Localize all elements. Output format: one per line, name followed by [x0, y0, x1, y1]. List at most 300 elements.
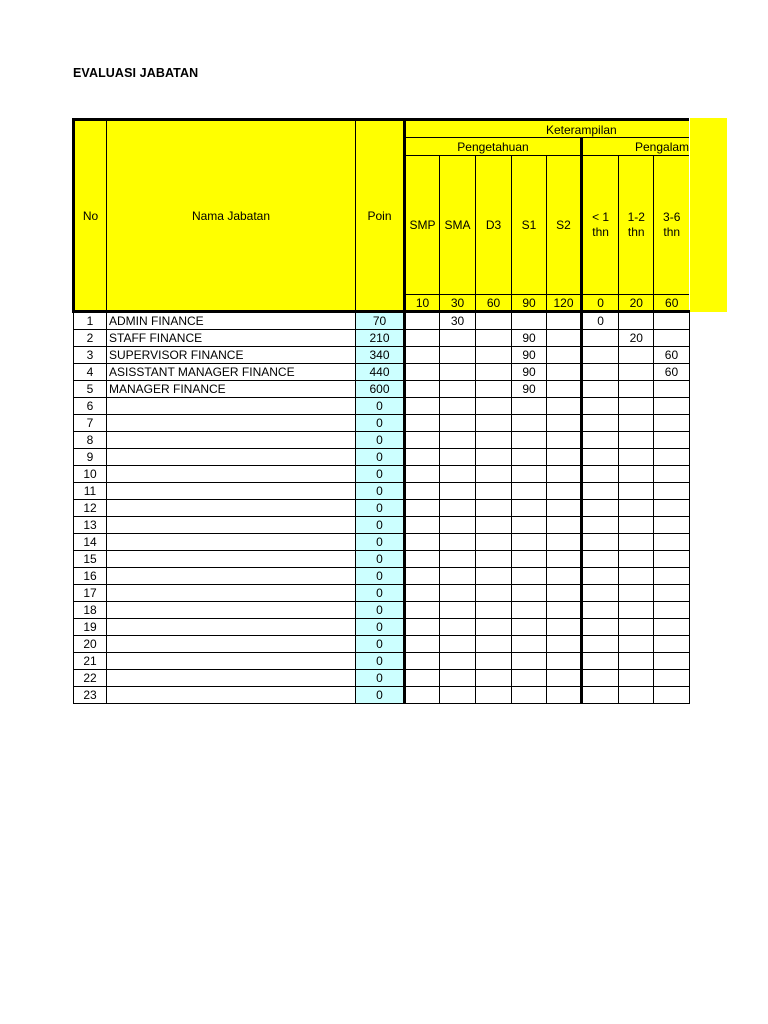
row-cell-1-2-thn[interactable] — [619, 636, 654, 653]
row-cell-3-6-thn[interactable] — [654, 449, 689, 466]
table-row — [74, 500, 690, 517]
row-cell-1-2-thn[interactable] — [619, 364, 654, 381]
row-cell-smp[interactable] — [405, 500, 440, 517]
row-cell-1-2-thn[interactable] — [619, 585, 654, 602]
row-nama-jabatan[interactable] — [107, 449, 356, 466]
row-cell-3-6-thn[interactable] — [654, 466, 689, 483]
row-cell-s1[interactable] — [512, 568, 547, 585]
row-cell-s1[interactable] — [512, 466, 547, 483]
row-cell-s2[interactable] — [547, 653, 582, 670]
row-cell-sma[interactable] — [440, 653, 476, 670]
row-cell-smp[interactable] — [405, 619, 440, 636]
row-cell-1-thn[interactable] — [582, 585, 619, 602]
row-cell-d3[interactable] — [476, 585, 512, 602]
row-cell-d3[interactable] — [476, 415, 512, 432]
row-cell-d3[interactable] — [476, 636, 512, 653]
row-cell-3-6-thn[interactable] — [654, 517, 689, 534]
table-row — [74, 534, 690, 551]
table-row — [74, 636, 690, 653]
row-cell-s2[interactable] — [547, 500, 582, 517]
table-row — [74, 398, 690, 415]
row-poin[interactable]: 0 — [356, 687, 405, 704]
row-no: 14 — [74, 534, 107, 551]
row-cell-smp[interactable] — [405, 415, 440, 432]
row-cell-smp[interactable] — [405, 312, 440, 330]
row-no: 3 — [74, 347, 107, 364]
row-poin[interactable]: 0 — [356, 398, 405, 415]
table-row — [74, 602, 690, 619]
row-cell-1-2-thn[interactable] — [619, 687, 654, 704]
row-cell-s1[interactable] — [512, 653, 547, 670]
row-cell-s1[interactable]: 90 — [512, 381, 547, 398]
row-cell-s1[interactable] — [512, 312, 547, 330]
row-cell-s2[interactable] — [547, 568, 582, 585]
row-cell-s2[interactable] — [547, 483, 582, 500]
row-cell-1-thn[interactable] — [582, 619, 619, 636]
row-cell-s2[interactable] — [547, 534, 582, 551]
header-weight-7: 60 — [654, 295, 689, 312]
header-weight-2: 60 — [476, 295, 512, 312]
row-poin[interactable]: 0 — [356, 670, 405, 687]
row-poin[interactable]: 0 — [356, 568, 405, 585]
row-cell-1-2-thn[interactable] — [619, 551, 654, 568]
row-nama-jabatan[interactable] — [107, 636, 356, 653]
row-cell-1-2-thn[interactable] — [619, 398, 654, 415]
row-cell-d3[interactable] — [476, 364, 512, 381]
row-cell-s2[interactable] — [547, 687, 582, 704]
row-cell-1-2-thn[interactable] — [619, 534, 654, 551]
row-cell-s1[interactable] — [512, 415, 547, 432]
row-poin[interactable]: 210 — [356, 330, 405, 347]
row-cell-smp[interactable] — [405, 432, 440, 449]
row-cell-sma[interactable]: 30 — [440, 312, 476, 330]
row-nama-jabatan[interactable]: STAFF FINANCE — [107, 330, 356, 347]
row-cell-3-6-thn[interactable] — [654, 551, 689, 568]
row-cell-smp[interactable] — [405, 636, 440, 653]
row-cell-d3[interactable] — [476, 449, 512, 466]
row-cell-s1[interactable] — [512, 483, 547, 500]
header-weight-3: 90 — [512, 295, 547, 312]
table-row — [74, 347, 690, 364]
row-cell-smp[interactable] — [405, 568, 440, 585]
row-poin[interactable]: 0 — [356, 432, 405, 449]
table-row — [74, 653, 690, 670]
row-cell-d3[interactable] — [476, 653, 512, 670]
row-cell-1-thn[interactable] — [582, 653, 619, 670]
header-sub-2: D3 — [476, 156, 512, 295]
row-cell-sma[interactable] — [440, 381, 476, 398]
row-cell-s2[interactable] — [547, 466, 582, 483]
row-cell-s1[interactable]: 90 — [512, 330, 547, 347]
row-no: 21 — [74, 653, 107, 670]
row-no: 9 — [74, 449, 107, 466]
row-cell-1-thn[interactable] — [582, 500, 619, 517]
header-weight-6: 20 — [619, 295, 654, 312]
header-keterampilan — [405, 120, 690, 138]
row-nama-jabatan[interactable] — [107, 534, 356, 551]
row-nama-jabatan[interactable] — [107, 517, 356, 534]
row-cell-d3[interactable] — [476, 330, 512, 347]
table-row — [74, 415, 690, 432]
table-row — [74, 568, 690, 585]
row-cell-s1[interactable] — [512, 398, 547, 415]
row-poin[interactable]: 0 — [356, 602, 405, 619]
row-poin[interactable]: 0 — [356, 534, 405, 551]
row-poin[interactable]: 0 — [356, 619, 405, 636]
row-cell-d3[interactable] — [476, 619, 512, 636]
row-cell-3-6-thn[interactable] — [654, 381, 689, 398]
row-cell-smp[interactable] — [405, 517, 440, 534]
row-cell-3-6-thn[interactable] — [654, 687, 689, 704]
row-nama-jabatan[interactable] — [107, 602, 356, 619]
row-cell-smp[interactable] — [405, 449, 440, 466]
row-cell-1-thn[interactable] — [582, 347, 619, 364]
row-cell-sma[interactable] — [440, 517, 476, 534]
header-sub-4: S2 — [547, 156, 582, 295]
row-cell-3-6-thn[interactable] — [654, 534, 689, 551]
row-poin[interactable]: 0 — [356, 585, 405, 602]
row-cell-1-2-thn[interactable] — [619, 432, 654, 449]
header-pengetahuan: Pengetahuan — [405, 138, 582, 156]
row-cell-1-2-thn[interactable] — [619, 670, 654, 687]
row-cell-1-thn[interactable] — [582, 398, 619, 415]
row-nama-jabatan[interactable] — [107, 398, 356, 415]
row-cell-sma[interactable] — [440, 602, 476, 619]
row-cell-1-2-thn[interactable] — [619, 449, 654, 466]
row-poin[interactable]: 0 — [356, 517, 405, 534]
row-cell-s1[interactable] — [512, 636, 547, 653]
row-no: 1 — [74, 312, 107, 330]
header-sub-5: < 1 thn — [582, 156, 619, 295]
row-cell-s2[interactable] — [547, 449, 582, 466]
row-cell-d3[interactable] — [476, 432, 512, 449]
header-overflow-fill — [690, 118, 727, 312]
header-poin: Poin — [356, 120, 405, 312]
row-cell-d3[interactable] — [476, 381, 512, 398]
row-cell-s1[interactable] — [512, 517, 547, 534]
row-cell-1-thn[interactable] — [582, 381, 619, 398]
row-cell-d3[interactable] — [476, 483, 512, 500]
row-nama-jabatan[interactable] — [107, 415, 356, 432]
row-cell-1-thn[interactable] — [582, 330, 619, 347]
row-no: 7 — [74, 415, 107, 432]
row-poin[interactable]: 0 — [356, 483, 405, 500]
header-weight-1: 30 — [440, 295, 476, 312]
row-cell-3-6-thn[interactable] — [654, 670, 689, 687]
row-cell-s2[interactable] — [547, 636, 582, 653]
row-cell-sma[interactable] — [440, 619, 476, 636]
row-cell-sma[interactable] — [440, 398, 476, 415]
row-cell-smp[interactable] — [405, 551, 440, 568]
row-cell-1-2-thn[interactable] — [619, 381, 654, 398]
row-cell-s2[interactable] — [547, 670, 582, 687]
row-nama-jabatan[interactable] — [107, 653, 356, 670]
row-cell-3-6-thn[interactable] — [654, 398, 689, 415]
row-cell-1-2-thn[interactable] — [619, 568, 654, 585]
row-cell-1-thn[interactable] — [582, 636, 619, 653]
row-nama-jabatan[interactable]: SUPERVISOR FINANCE — [107, 347, 356, 364]
row-nama-jabatan[interactable] — [107, 466, 356, 483]
row-cell-s2[interactable] — [547, 312, 582, 330]
row-no: 17 — [74, 585, 107, 602]
header-sub-1: SMA — [440, 156, 476, 295]
row-cell-sma[interactable] — [440, 568, 476, 585]
row-cell-s1[interactable] — [512, 585, 547, 602]
row-cell-s2[interactable] — [547, 398, 582, 415]
row-cell-1-thn[interactable]: 0 — [582, 312, 619, 330]
row-cell-s2[interactable] — [547, 347, 582, 364]
row-cell-1-thn[interactable] — [582, 432, 619, 449]
row-cell-d3[interactable] — [476, 602, 512, 619]
row-poin[interactable]: 0 — [356, 449, 405, 466]
row-cell-d3[interactable] — [476, 670, 512, 687]
row-cell-sma[interactable] — [440, 670, 476, 687]
row-cell-d3[interactable] — [476, 568, 512, 585]
row-cell-s1[interactable] — [512, 534, 547, 551]
row-cell-d3[interactable] — [476, 312, 512, 330]
row-poin[interactable]: 0 — [356, 415, 405, 432]
row-cell-smp[interactable] — [405, 602, 440, 619]
row-no: 5 — [74, 381, 107, 398]
row-cell-3-6-thn[interactable] — [654, 312, 689, 330]
row-cell-s2[interactable] — [547, 364, 582, 381]
header-sub-7: 3-6 thn — [654, 156, 689, 295]
table-row — [74, 330, 690, 347]
row-cell-3-6-thn[interactable] — [654, 585, 689, 602]
row-nama-jabatan[interactable] — [107, 500, 356, 517]
row-cell-1-2-thn[interactable] — [619, 466, 654, 483]
row-cell-d3[interactable] — [476, 517, 512, 534]
row-cell-3-6-thn[interactable] — [654, 415, 689, 432]
row-no: 8 — [74, 432, 107, 449]
row-cell-1-2-thn[interactable] — [619, 415, 654, 432]
row-no: 23 — [74, 687, 107, 704]
header-sub-3: S1 — [512, 156, 547, 295]
row-poin[interactable]: 340 — [356, 347, 405, 364]
row-nama-jabatan[interactable] — [107, 670, 356, 687]
row-cell-3-6-thn[interactable] — [654, 619, 689, 636]
row-cell-3-6-thn[interactable]: 60 — [654, 364, 689, 381]
header-pengalaman-label: Pengalam — [635, 139, 690, 154]
row-poin[interactable]: 440 — [356, 364, 405, 381]
row-cell-1-thn[interactable] — [582, 364, 619, 381]
row-cell-sma[interactable] — [440, 636, 476, 653]
row-cell-1-2-thn[interactable] — [619, 500, 654, 517]
row-cell-s1[interactable] — [512, 602, 547, 619]
row-no: 18 — [74, 602, 107, 619]
header-weight-5: 0 — [582, 295, 619, 312]
header-no: No — [74, 120, 107, 312]
row-cell-sma[interactable] — [440, 347, 476, 364]
row-cell-s1[interactable]: 90 — [512, 347, 547, 364]
row-cell-1-thn[interactable] — [582, 670, 619, 687]
header-weight-0: 10 — [405, 295, 440, 312]
row-cell-s1[interactable] — [512, 670, 547, 687]
row-cell-3-6-thn[interactable] — [654, 500, 689, 517]
row-cell-sma[interactable] — [440, 585, 476, 602]
row-cell-3-6-thn[interactable] — [654, 568, 689, 585]
row-nama-jabatan[interactable]: MANAGER FINANCE — [107, 381, 356, 398]
row-cell-sma[interactable] — [440, 364, 476, 381]
row-no: 11 — [74, 483, 107, 500]
table-row — [74, 432, 690, 449]
row-poin[interactable]: 0 — [356, 500, 405, 517]
row-cell-smp[interactable] — [405, 585, 440, 602]
row-cell-1-2-thn[interactable] — [619, 602, 654, 619]
row-cell-sma[interactable] — [440, 432, 476, 449]
row-cell-smp[interactable] — [405, 381, 440, 398]
row-cell-sma[interactable] — [440, 551, 476, 568]
row-cell-1-thn[interactable] — [582, 602, 619, 619]
row-cell-smp[interactable] — [405, 330, 440, 347]
row-nama-jabatan[interactable] — [107, 483, 356, 500]
row-nama-jabatan[interactable]: ADMIN FINANCE — [107, 312, 356, 330]
header-weight-4: 120 — [547, 295, 582, 312]
row-cell-1-2-thn[interactable] — [619, 312, 654, 330]
table-row — [74, 585, 690, 602]
table-row — [74, 670, 690, 687]
row-nama-jabatan[interactable] — [107, 432, 356, 449]
evaluation-table — [72, 118, 690, 704]
table-row — [74, 483, 690, 500]
row-poin[interactable]: 0 — [356, 466, 405, 483]
row-cell-s1[interactable] — [512, 432, 547, 449]
header-sub-6: 1-2 thn — [619, 156, 654, 295]
table-row — [74, 364, 690, 381]
row-poin[interactable]: 0 — [356, 551, 405, 568]
row-cell-s2[interactable] — [547, 330, 582, 347]
row-cell-1-2-thn[interactable]: 20 — [619, 330, 654, 347]
row-cell-1-thn[interactable] — [582, 517, 619, 534]
row-cell-3-6-thn[interactable] — [654, 653, 689, 670]
row-no: 4 — [74, 364, 107, 381]
row-cell-d3[interactable] — [476, 500, 512, 517]
row-cell-1-thn[interactable] — [582, 551, 619, 568]
table-row — [74, 449, 690, 466]
row-cell-sma[interactable] — [440, 415, 476, 432]
row-cell-1-2-thn[interactable] — [619, 483, 654, 500]
row-no: 13 — [74, 517, 107, 534]
row-cell-3-6-thn[interactable] — [654, 602, 689, 619]
table-row — [74, 619, 690, 636]
row-cell-sma[interactable] — [440, 449, 476, 466]
row-cell-smp[interactable] — [405, 687, 440, 704]
row-cell-1-2-thn[interactable] — [619, 619, 654, 636]
row-cell-s1[interactable] — [512, 687, 547, 704]
row-cell-smp[interactable] — [405, 534, 440, 551]
row-cell-d3[interactable] — [476, 551, 512, 568]
page-title: EVALUASI JABATAN — [73, 66, 199, 80]
row-cell-s1[interactable] — [512, 500, 547, 517]
row-no: 10 — [74, 466, 107, 483]
row-nama-jabatan[interactable] — [107, 619, 356, 636]
row-cell-s2[interactable] — [547, 432, 582, 449]
table-row — [74, 466, 690, 483]
row-cell-s2[interactable] — [547, 517, 582, 534]
row-cell-s2[interactable] — [547, 551, 582, 568]
row-cell-d3[interactable] — [476, 398, 512, 415]
row-cell-s1[interactable]: 90 — [512, 364, 547, 381]
header-sub-0: SMP — [405, 156, 440, 295]
row-cell-1-thn[interactable] — [582, 466, 619, 483]
row-cell-sma[interactable] — [440, 687, 476, 704]
row-poin[interactable]: 0 — [356, 653, 405, 670]
row-cell-s1[interactable] — [512, 449, 547, 466]
row-cell-smp[interactable] — [405, 364, 440, 381]
row-nama-jabatan[interactable] — [107, 551, 356, 568]
table-row — [74, 312, 690, 330]
row-cell-s2[interactable] — [547, 619, 582, 636]
row-nama-jabatan[interactable] — [107, 687, 356, 704]
row-cell-3-6-thn[interactable]: 60 — [654, 347, 689, 364]
row-cell-s2[interactable] — [547, 415, 582, 432]
header-pengalaman — [582, 138, 690, 156]
row-nama-jabatan[interactable] — [107, 585, 356, 602]
row-cell-1-2-thn[interactable] — [619, 653, 654, 670]
row-poin[interactable]: 0 — [356, 636, 405, 653]
row-cell-s2[interactable] — [547, 381, 582, 398]
row-cell-3-6-thn[interactable] — [654, 330, 689, 347]
row-cell-d3[interactable] — [476, 466, 512, 483]
row-no: 2 — [74, 330, 107, 347]
row-cell-sma[interactable] — [440, 466, 476, 483]
row-poin[interactable]: 70 — [356, 312, 405, 330]
row-no: 15 — [74, 551, 107, 568]
row-cell-sma[interactable] — [440, 483, 476, 500]
row-cell-s1[interactable] — [512, 551, 547, 568]
row-cell-smp[interactable] — [405, 653, 440, 670]
row-cell-smp[interactable] — [405, 466, 440, 483]
row-cell-1-thn[interactable] — [582, 483, 619, 500]
row-cell-1-thn[interactable] — [582, 449, 619, 466]
row-no: 12 — [74, 500, 107, 517]
row-nama-jabatan[interactable] — [107, 568, 356, 585]
row-cell-s1[interactable] — [512, 619, 547, 636]
table-row — [74, 687, 690, 704]
row-cell-smp[interactable] — [405, 670, 440, 687]
row-cell-1-thn[interactable] — [582, 534, 619, 551]
row-cell-3-6-thn[interactable] — [654, 636, 689, 653]
row-cell-1-thn[interactable] — [582, 568, 619, 585]
row-cell-3-6-thn[interactable] — [654, 432, 689, 449]
row-cell-sma[interactable] — [440, 534, 476, 551]
row-cell-sma[interactable] — [440, 330, 476, 347]
table-row — [74, 381, 690, 398]
row-poin[interactable]: 600 — [356, 381, 405, 398]
row-cell-smp[interactable] — [405, 483, 440, 500]
row-cell-smp[interactable] — [405, 347, 440, 364]
row-cell-1-thn[interactable] — [582, 415, 619, 432]
row-no: 16 — [74, 568, 107, 585]
row-no: 20 — [74, 636, 107, 653]
table-row — [74, 517, 690, 534]
table-row — [74, 551, 690, 568]
row-cell-d3[interactable] — [476, 347, 512, 364]
row-cell-1-thn[interactable] — [582, 687, 619, 704]
row-cell-d3[interactable] — [476, 687, 512, 704]
row-nama-jabatan[interactable]: ASISSTANT MANAGER FINANCE — [107, 364, 356, 381]
row-cell-3-6-thn[interactable] — [654, 483, 689, 500]
row-no: 6 — [74, 398, 107, 415]
row-cell-s2[interactable] — [547, 602, 582, 619]
row-cell-1-2-thn[interactable] — [619, 517, 654, 534]
row-cell-d3[interactable] — [476, 534, 512, 551]
row-cell-s2[interactable] — [547, 585, 582, 602]
row-cell-sma[interactable] — [440, 500, 476, 517]
row-cell-smp[interactable] — [405, 398, 440, 415]
row-cell-1-2-thn[interactable] — [619, 347, 654, 364]
header-nama-jabatan: Nama Jabatan — [107, 120, 356, 312]
